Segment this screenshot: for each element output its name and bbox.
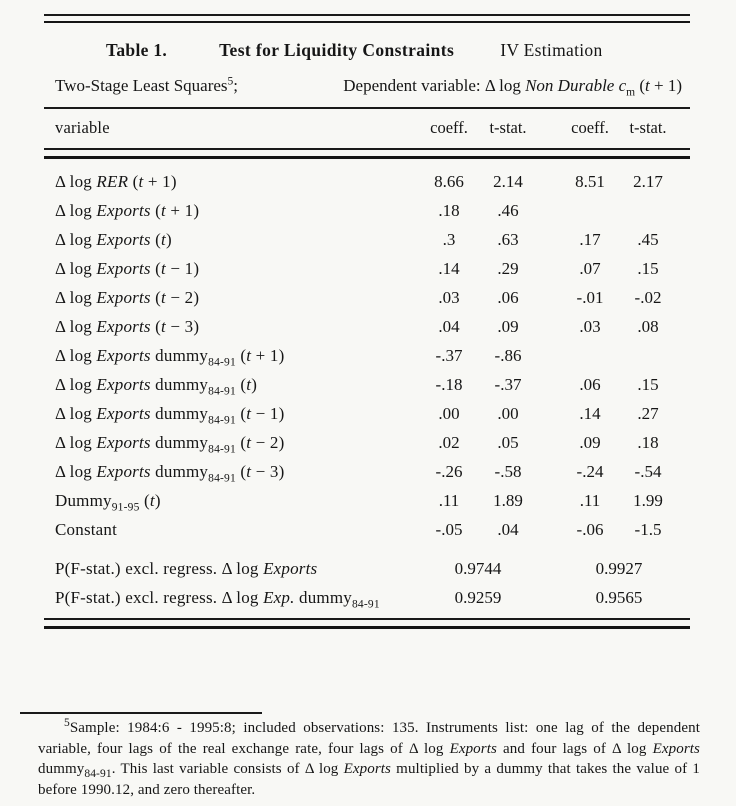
text-segment: + 1) <box>143 171 177 191</box>
cell-value: -.37 <box>494 374 522 394</box>
cell-value: 8.51 <box>575 171 605 191</box>
text-segment: + 1) <box>251 345 285 365</box>
text-segment: Exports <box>96 374 151 394</box>
cell-value: .45 <box>637 229 659 249</box>
cell-value: .63 <box>497 229 519 249</box>
row-label <box>55 259 419 279</box>
text-segment: Δ log <box>55 200 97 220</box>
row-label <box>55 588 419 608</box>
text-segment: Dummy <box>55 490 112 510</box>
table-row <box>44 515 690 544</box>
table-row <box>44 196 690 225</box>
cell-value: -1.5 <box>634 519 662 539</box>
table-row <box>44 283 690 312</box>
text-segment: Δ log <box>55 403 97 423</box>
text-segment: t <box>161 229 166 249</box>
cell-value: 1.99 <box>633 490 663 510</box>
text-segment: ( <box>150 200 162 220</box>
column-header-coeff-1: coeff. <box>430 118 468 137</box>
text-segment: t <box>149 490 155 510</box>
cell-value: -.02 <box>634 287 662 307</box>
table-header <box>44 115 690 141</box>
text-segment: Constant <box>55 519 118 539</box>
row-label <box>55 317 419 337</box>
text-segment: RER <box>96 171 129 191</box>
text-segment: + 1) <box>649 76 682 95</box>
text-segment: P(F-stat.) excl. regress. Δ log <box>55 558 264 578</box>
text-segment: Exports <box>96 287 151 307</box>
header-bottom-rule <box>44 148 690 159</box>
table-body <box>44 159 690 544</box>
table-heading: Test for Liquidity Constraints <box>219 39 455 60</box>
text-segment: Exports <box>263 558 318 578</box>
text-segment: t <box>246 461 252 481</box>
text-segment: P(F-stat.) excl. regress. Δ log <box>55 587 264 607</box>
dependent-variable <box>343 76 682 99</box>
cell-value: .09 <box>579 432 601 452</box>
column-header-coeff-2: coeff. <box>571 118 609 137</box>
cell-value: .11 <box>438 490 460 510</box>
row-label <box>55 346 419 366</box>
text-segment: Exports <box>652 740 700 757</box>
text-segment: Sample: 1984:6 - 1995:8; included observations: 135. Instruments list: one lag of the dependent variable, four lags of the real exchange rate, four lags of Δ log <box>38 720 700 757</box>
cell-value: .11 <box>579 490 601 510</box>
text-segment: t <box>161 258 166 278</box>
table-row <box>44 457 690 486</box>
text-segment: Two-Stage Least Squares <box>55 76 228 95</box>
cell-value: -.18 <box>435 374 463 394</box>
table-bottom-rule <box>44 618 690 629</box>
text-segment: Δ log <box>55 171 97 191</box>
row-label <box>55 230 419 250</box>
pvalue-cell: 0.9927 <box>595 558 643 578</box>
text-segment: 5 <box>227 75 234 88</box>
text-segment: − 2) <box>251 432 285 452</box>
cell-value: -.24 <box>576 461 604 481</box>
text-segment: dummy <box>150 374 209 394</box>
cell-value: .06 <box>497 287 519 307</box>
row-label <box>55 491 419 511</box>
text-segment: t <box>246 345 252 365</box>
cell-value: .09 <box>497 316 519 336</box>
cell-value: .00 <box>438 403 460 423</box>
table-row <box>44 428 690 457</box>
text-segment: t <box>246 403 252 423</box>
row-label <box>55 201 419 221</box>
text-segment: Δ log <box>55 461 97 481</box>
text-segment: ( <box>235 374 247 394</box>
text-segment: dummy <box>150 403 209 423</box>
table-row <box>44 399 690 428</box>
cell-value: -.37 <box>435 345 463 365</box>
text-segment: Exports <box>96 461 151 481</box>
pvalue-cell: 0.9744 <box>454 558 502 578</box>
text-segment: t <box>161 200 166 220</box>
pvalue-cell: 0.9565 <box>595 587 643 607</box>
text-segment: Exports <box>96 316 151 336</box>
cell-value: .14 <box>579 403 601 423</box>
cell-value: .03 <box>438 287 460 307</box>
row-label <box>55 520 419 540</box>
row-label <box>55 433 419 453</box>
cell-value: -.58 <box>494 461 522 481</box>
cell-value: .18 <box>637 432 659 452</box>
column-header-tstat-1: t-stat. <box>489 118 527 137</box>
text-segment: 84-91 <box>208 413 236 426</box>
text-segment: dummy <box>150 461 209 481</box>
row-label <box>55 404 419 424</box>
text-segment: Non Durable c <box>525 76 627 95</box>
text-segment: ( <box>235 345 247 365</box>
cell-value: -.01 <box>576 287 604 307</box>
text-segment: 84-91 <box>84 768 112 780</box>
text-segment: t <box>645 76 650 95</box>
cell-value: .04 <box>438 316 460 336</box>
text-segment: ( <box>150 287 162 307</box>
cell-value: 1.89 <box>493 490 523 510</box>
text-segment: 84-91 <box>208 384 236 397</box>
footnote <box>38 712 700 800</box>
cell-value: .18 <box>438 200 460 220</box>
pvalue-cell: 0.9259 <box>454 587 502 607</box>
text-segment: Exports <box>96 200 151 220</box>
row-label <box>55 172 419 192</box>
cell-value: .14 <box>438 258 460 278</box>
text-segment: − 1) <box>165 258 200 278</box>
cell-value: .05 <box>497 432 519 452</box>
cell-value: .08 <box>637 316 659 336</box>
text-segment: Δ log <box>55 287 97 307</box>
cell-value: .04 <box>497 519 519 539</box>
cell-value: .02 <box>438 432 460 452</box>
cell-value: .3 <box>442 229 456 249</box>
text-segment: 91-95 <box>111 500 140 513</box>
text-segment: 84-91 <box>208 355 236 368</box>
cell-value: -.26 <box>435 461 463 481</box>
cell-value: .06 <box>579 374 601 394</box>
column-header-tstat-2: t-stat. <box>629 118 667 137</box>
table-1 <box>44 0 690 629</box>
text-segment: ( <box>235 461 247 481</box>
cell-value: -.05 <box>435 519 463 539</box>
text-segment: ) <box>251 374 258 394</box>
cell-value: .29 <box>497 258 519 278</box>
text-segment: 5 <box>64 717 70 729</box>
column-header-variable: variable <box>55 118 110 137</box>
table-row <box>44 341 690 370</box>
text-segment: and four lags of Δ log <box>496 740 653 757</box>
text-segment: Exports <box>96 345 151 365</box>
text-segment: t <box>161 287 166 307</box>
pvalue-row <box>44 554 690 583</box>
text-segment: Δ log <box>55 432 97 452</box>
text-segment: multiplied by a dummy that takes the value of 1 before 1990.12, and zero thereafter. <box>38 761 700 798</box>
pvalue-row <box>44 583 690 612</box>
cell-value: .46 <box>497 200 519 220</box>
text-segment: ; <box>233 76 239 95</box>
table-pvalue-rows <box>44 554 690 612</box>
text-segment: ( <box>235 403 247 423</box>
text-segment: Δ log <box>55 316 97 336</box>
table-row <box>44 254 690 283</box>
text-segment: Exports <box>96 229 151 249</box>
table-title <box>44 38 690 62</box>
text-segment: dummy <box>150 345 209 365</box>
cell-value: -.06 <box>576 519 604 539</box>
table-row <box>44 312 690 341</box>
text-segment: Exports <box>96 403 151 423</box>
cell-value: 8.66 <box>434 171 464 191</box>
row-label <box>55 462 419 482</box>
cell-value: 2.17 <box>633 171 663 191</box>
text-segment: m <box>626 86 636 99</box>
text-segment: − 3) <box>165 316 200 336</box>
cell-value: .03 <box>579 316 601 336</box>
text-segment: ( <box>150 316 162 336</box>
table-subtitle <box>44 74 690 98</box>
estimation-method <box>55 76 238 96</box>
text-segment: 84-91 <box>208 471 236 484</box>
row-label <box>55 559 419 579</box>
text-segment: Δ log <box>55 345 97 365</box>
text-segment: Δ log <box>55 258 97 278</box>
cell-value: .15 <box>637 374 659 394</box>
estimation-type: IV Estimation <box>500 39 603 60</box>
text-segment: + 1) <box>165 200 200 220</box>
text-segment: t <box>246 374 252 394</box>
cell-value: .17 <box>579 229 601 249</box>
cell-value: .15 <box>637 258 659 278</box>
text-segment: dummy <box>294 587 352 607</box>
cell-value: -.54 <box>634 461 662 481</box>
text-segment: t <box>161 316 166 336</box>
text-segment: − 3) <box>251 461 285 481</box>
footnote-text <box>38 718 700 800</box>
text-segment: ( <box>150 229 162 249</box>
text-segment: − 2) <box>165 287 200 307</box>
row-label <box>55 375 419 395</box>
text-segment: Dependent variable: Δ log <box>343 76 526 95</box>
text-segment: t <box>138 171 144 191</box>
cell-value: .27 <box>637 403 659 423</box>
footnote-rule <box>20 712 262 714</box>
text-segment: Exports <box>343 761 391 777</box>
text-segment: Exp. <box>263 587 295 607</box>
text-segment: Exports <box>96 258 151 278</box>
text-segment: ) <box>165 229 172 249</box>
table-row <box>44 486 690 515</box>
text-segment: − 1) <box>251 403 285 423</box>
text-segment: 84-91 <box>208 442 236 455</box>
text-segment: ( <box>235 432 247 452</box>
text-segment: ( <box>128 171 139 191</box>
text-segment: dummy <box>150 432 209 452</box>
table-top-rule <box>44 14 690 23</box>
cell-value: .07 <box>579 258 601 278</box>
text-segment: ( <box>139 490 150 510</box>
table-number: Table 1. <box>106 39 168 60</box>
text-segment: dummy <box>38 761 85 777</box>
cell-value: 2.14 <box>493 171 523 191</box>
text-segment: t <box>246 432 252 452</box>
text-segment: ( <box>150 258 162 278</box>
text-segment: ( <box>635 76 646 95</box>
text-segment: Δ log <box>55 374 97 394</box>
text-segment: 84-91 <box>351 597 380 610</box>
text-segment: Exports <box>96 432 151 452</box>
text-segment: . This last variable consists of Δ log <box>111 761 344 777</box>
text-segment: Exports <box>449 740 497 757</box>
table-row <box>44 167 690 196</box>
table-row <box>44 225 690 254</box>
text-segment: Δ log <box>55 229 97 249</box>
table-row <box>44 370 690 399</box>
row-label <box>55 288 419 308</box>
header-top-rule <box>44 107 690 109</box>
text-segment: ) <box>154 490 161 510</box>
cell-value: .00 <box>497 403 519 423</box>
cell-value: -.86 <box>494 345 522 365</box>
